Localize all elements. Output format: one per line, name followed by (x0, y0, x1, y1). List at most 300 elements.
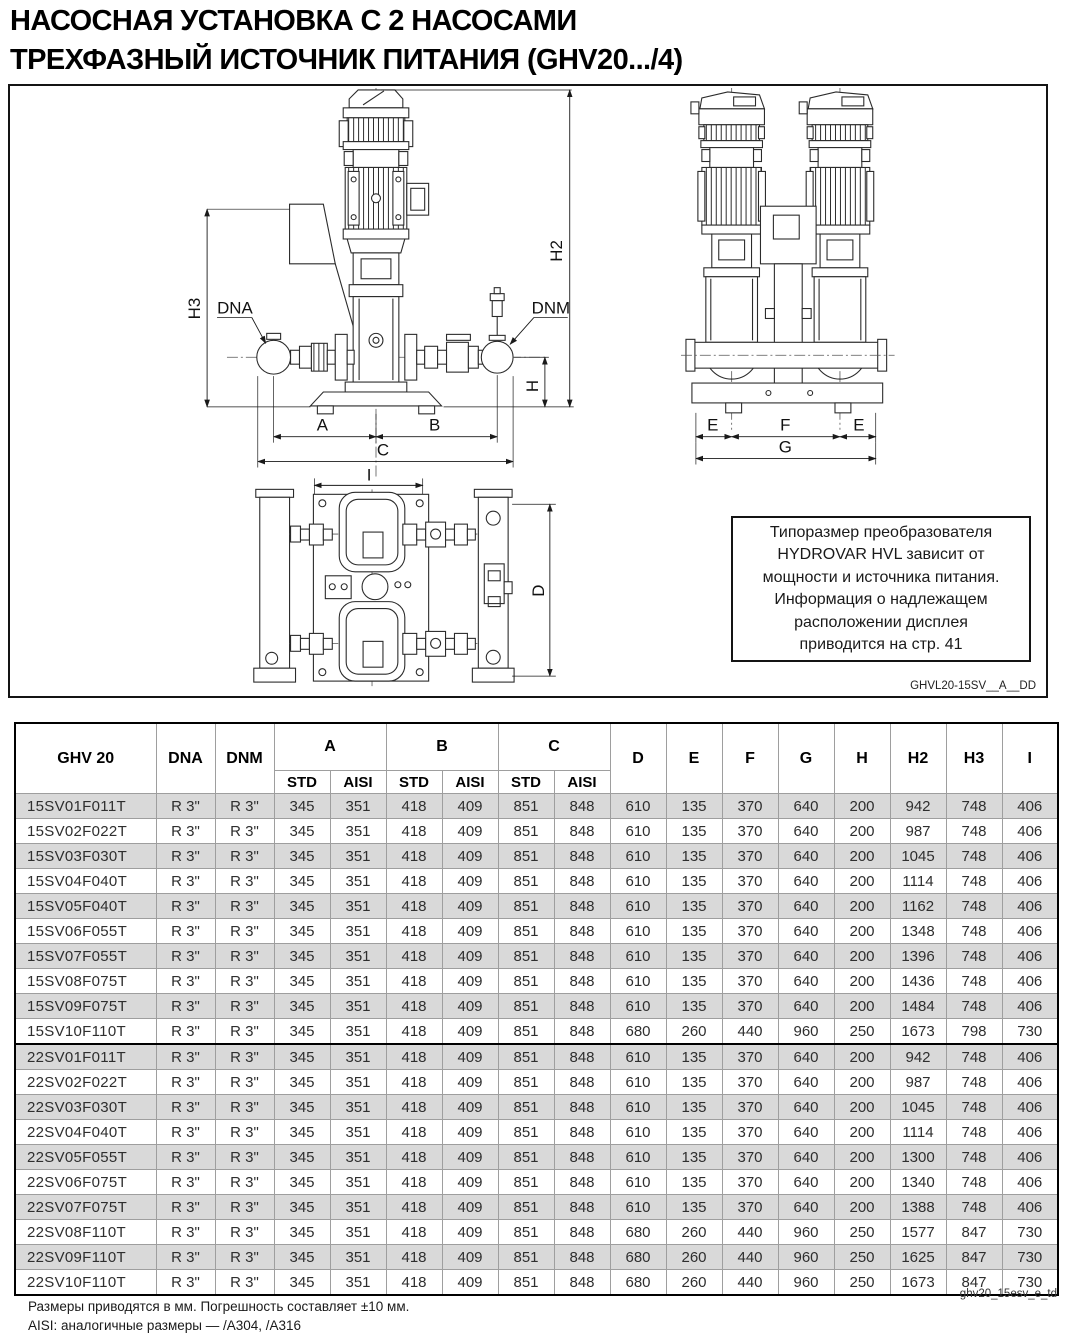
dim-label-g: G (778, 437, 792, 457)
dim-label-e-left: E (707, 415, 719, 435)
model-cell: 22SV03F030T (15, 1095, 156, 1120)
note-line: расположении дисплея (794, 613, 968, 631)
value-cell: 406 (1002, 919, 1058, 944)
value-cell: 200 (834, 844, 890, 869)
table-row (15, 1095, 1058, 1120)
value-cell: 610 (610, 1120, 666, 1145)
value-cell: 748 (946, 1044, 1002, 1070)
value-cell: 748 (946, 1120, 1002, 1145)
value-cell: 847 (946, 1220, 1002, 1245)
value-cell: 610 (610, 1195, 666, 1220)
value-cell: 370 (722, 1170, 778, 1195)
value-cell: 748 (946, 1095, 1002, 1120)
value-cell: 848 (554, 1120, 610, 1145)
value-cell: 610 (610, 1095, 666, 1120)
value-cell: 418 (386, 969, 442, 994)
value-cell: 409 (442, 1145, 498, 1170)
value-cell: 409 (442, 894, 498, 919)
value-cell: 851 (498, 1120, 554, 1145)
value-cell: 1396 (890, 944, 946, 969)
value-cell: 851 (498, 894, 554, 919)
value-cell: 370 (722, 1120, 778, 1145)
model-cell: 15SV01F011T (15, 794, 156, 819)
value-cell: 409 (442, 944, 498, 969)
value-cell: 135 (666, 1120, 722, 1145)
value-cell: 848 (554, 869, 610, 894)
value-cell: 748 (946, 969, 1002, 994)
table-row (15, 794, 1058, 819)
note-line: Информация о надлежащем (774, 591, 988, 608)
value-cell: 848 (554, 794, 610, 819)
value-cell: 409 (442, 844, 498, 869)
note-line: HYDROVAR HVL зависит от (777, 546, 985, 563)
value-cell: 610 (610, 844, 666, 869)
value-cell: 960 (778, 1270, 834, 1296)
value-cell: 748 (946, 869, 1002, 894)
value-cell: 640 (778, 1070, 834, 1095)
value-cell: 409 (442, 919, 498, 944)
model-cell: 15SV09F075T (15, 994, 156, 1019)
value-cell: 351 (330, 844, 386, 869)
value-cell: R 3" (156, 1245, 215, 1270)
model-cell: 22SV04F040T (15, 1120, 156, 1145)
table-row (15, 1145, 1058, 1170)
value-cell: 406 (1002, 794, 1058, 819)
footer-note-1: Размеры приводятся в мм. Погрешность составляет ±10 мм. (28, 1299, 410, 1314)
col-header-c: C (498, 723, 610, 771)
value-cell: 418 (386, 1095, 442, 1120)
value-cell: 200 (834, 1070, 890, 1095)
value-cell: 848 (554, 944, 610, 969)
table-row (15, 919, 1058, 944)
value-cell: 640 (778, 1145, 834, 1170)
value-cell: 748 (946, 1070, 1002, 1095)
value-cell: 418 (386, 894, 442, 919)
value-cell: 260 (666, 1220, 722, 1245)
value-cell: 851 (498, 969, 554, 994)
value-cell: 640 (778, 1120, 834, 1145)
footer-notes (28, 1297, 409, 1335)
table-row (15, 1044, 1058, 1070)
value-cell: 370 (722, 1070, 778, 1095)
value-cell: 351 (330, 1095, 386, 1120)
value-cell: 848 (554, 819, 610, 844)
value-cell: 1625 (890, 1245, 946, 1270)
value-cell: 351 (330, 1270, 386, 1296)
value-cell: 370 (722, 969, 778, 994)
value-cell: 345 (274, 944, 330, 969)
subheader-c-aisi: AISI (554, 771, 610, 794)
value-cell: 345 (274, 1095, 330, 1120)
value-cell: R 3" (215, 794, 274, 819)
col-header-e: E (666, 723, 722, 794)
value-cell: 200 (834, 1195, 890, 1220)
value-cell: 351 (330, 894, 386, 919)
value-cell: 351 (330, 1044, 386, 1070)
value-cell: R 3" (156, 1019, 215, 1045)
value-cell: R 3" (156, 819, 215, 844)
value-cell: 345 (274, 1195, 330, 1220)
value-cell: R 3" (156, 844, 215, 869)
value-cell: 135 (666, 969, 722, 994)
table-row (15, 994, 1058, 1019)
value-cell: 406 (1002, 1070, 1058, 1095)
value-cell: 409 (442, 1195, 498, 1220)
value-cell: 345 (274, 1120, 330, 1145)
table-row (15, 869, 1058, 894)
value-cell: 351 (330, 794, 386, 819)
value-cell: 418 (386, 1145, 442, 1170)
value-cell: 345 (274, 1270, 330, 1296)
value-cell: 406 (1002, 1195, 1058, 1220)
value-cell: 848 (554, 1195, 610, 1220)
col-header-b: B (386, 723, 498, 771)
value-cell: 345 (274, 1145, 330, 1170)
value-cell: R 3" (215, 1019, 274, 1045)
value-cell: 610 (610, 1044, 666, 1070)
value-cell: 640 (778, 819, 834, 844)
value-cell: 200 (834, 794, 890, 819)
value-cell: 848 (554, 1220, 610, 1245)
value-cell: 345 (274, 1220, 330, 1245)
value-cell: 851 (498, 1095, 554, 1120)
value-cell: 351 (330, 1245, 386, 1270)
value-cell: 960 (778, 1245, 834, 1270)
value-cell: 1045 (890, 1095, 946, 1120)
value-cell: 1045 (890, 844, 946, 869)
top-view (254, 465, 556, 686)
value-cell: 680 (610, 1245, 666, 1270)
side-view (681, 88, 895, 465)
table-row (15, 1120, 1058, 1145)
value-cell: R 3" (215, 994, 274, 1019)
subheader-c-std: STD (498, 771, 554, 794)
value-cell: R 3" (156, 794, 215, 819)
value-cell: 260 (666, 1270, 722, 1296)
value-cell: 200 (834, 1044, 890, 1070)
value-cell: 260 (666, 1019, 722, 1045)
value-cell: 440 (722, 1245, 778, 1270)
value-cell: 135 (666, 819, 722, 844)
value-cell: 370 (722, 794, 778, 819)
value-cell: 135 (666, 794, 722, 819)
note-line: мощности и источника питания. (762, 568, 1000, 586)
model-cell: 15SV04F040T (15, 869, 156, 894)
value-cell: 370 (722, 1044, 778, 1070)
value-cell: 409 (442, 869, 498, 894)
value-cell: 345 (274, 869, 330, 894)
value-cell: 409 (442, 1270, 498, 1296)
value-cell: 406 (1002, 844, 1058, 869)
value-cell: 851 (498, 844, 554, 869)
col-header-dnm: DNM (215, 723, 274, 794)
value-cell: 351 (330, 969, 386, 994)
value-cell: 1348 (890, 919, 946, 944)
value-cell: 1300 (890, 1145, 946, 1170)
subheader-a-std: STD (274, 771, 330, 794)
value-cell: 640 (778, 1044, 834, 1070)
value-cell: 200 (834, 1145, 890, 1170)
value-cell: 640 (778, 944, 834, 969)
value-cell: R 3" (156, 1070, 215, 1095)
value-cell: 851 (498, 1070, 554, 1095)
value-cell: 345 (274, 894, 330, 919)
value-cell: 418 (386, 944, 442, 969)
value-cell: 345 (274, 1170, 330, 1195)
model-cell: 15SV10F110T (15, 1019, 156, 1045)
value-cell: 748 (946, 944, 1002, 969)
value-cell: R 3" (215, 1195, 274, 1220)
technical-drawing (8, 84, 1048, 698)
value-cell: 848 (554, 844, 610, 869)
value-cell: 135 (666, 994, 722, 1019)
value-cell: 351 (330, 919, 386, 944)
value-cell: 848 (554, 919, 610, 944)
value-cell: 440 (722, 1019, 778, 1045)
model-cell: 22SV10F110T (15, 1270, 156, 1296)
value-cell: 406 (1002, 1170, 1058, 1195)
model-cell: 15SV05F040T (15, 894, 156, 919)
value-cell: R 3" (215, 919, 274, 944)
value-cell: 250 (834, 1245, 890, 1270)
value-cell: 351 (330, 1220, 386, 1245)
value-cell: 610 (610, 994, 666, 1019)
dimensions-table (14, 722, 1059, 1296)
value-cell: 848 (554, 1095, 610, 1120)
value-cell: 610 (610, 869, 666, 894)
dim-label-dna: DNA (217, 298, 253, 318)
value-cell: R 3" (156, 1044, 215, 1070)
value-cell: 409 (442, 1044, 498, 1070)
value-cell: R 3" (215, 819, 274, 844)
value-cell: 610 (610, 794, 666, 819)
value-cell: R 3" (156, 919, 215, 944)
footer-note-2: AISI: аналогичные размеры — /A304, /A316 (28, 1318, 302, 1333)
value-cell: 748 (946, 1170, 1002, 1195)
value-cell: 418 (386, 1044, 442, 1070)
front-view (185, 88, 574, 479)
value-cell: 250 (834, 1019, 890, 1045)
value-cell: 851 (498, 1044, 554, 1070)
value-cell: 418 (386, 1270, 442, 1296)
value-cell: 847 (946, 1270, 1002, 1296)
value-cell: 409 (442, 1019, 498, 1045)
value-cell: 406 (1002, 1095, 1058, 1120)
value-cell: 960 (778, 1220, 834, 1245)
value-cell: 1484 (890, 994, 946, 1019)
value-cell: R 3" (156, 1120, 215, 1145)
value-cell: 345 (274, 994, 330, 1019)
value-cell: 345 (274, 969, 330, 994)
note-line: приводится на стр. 41 (799, 636, 963, 653)
subheader-b-std: STD (386, 771, 442, 794)
col-header-i: I (1002, 723, 1058, 794)
model-cell: 15SV02F022T (15, 819, 156, 844)
value-cell: 135 (666, 894, 722, 919)
model-cell: 15SV06F055T (15, 919, 156, 944)
value-cell: 851 (498, 1019, 554, 1045)
value-cell: 798 (946, 1019, 1002, 1045)
value-cell: R 3" (215, 1095, 274, 1120)
value-cell: 409 (442, 819, 498, 844)
value-cell: 748 (946, 894, 1002, 919)
value-cell: 942 (890, 1044, 946, 1070)
value-cell: 610 (610, 1070, 666, 1095)
dim-label-a: A (316, 415, 328, 435)
value-cell: 851 (498, 794, 554, 819)
value-cell: 851 (498, 994, 554, 1019)
value-cell: 610 (610, 819, 666, 844)
value-cell: 848 (554, 1044, 610, 1070)
value-cell: 370 (722, 1145, 778, 1170)
value-cell: 1673 (890, 1270, 946, 1296)
hydrovar-note-box (731, 516, 1031, 662)
value-cell: 418 (386, 994, 442, 1019)
value-cell: 610 (610, 944, 666, 969)
value-cell: R 3" (215, 894, 274, 919)
value-cell: 748 (946, 1195, 1002, 1220)
value-cell: 640 (778, 1095, 834, 1120)
value-cell: 409 (442, 1095, 498, 1120)
value-cell: R 3" (215, 1070, 274, 1095)
value-cell: 640 (778, 1195, 834, 1220)
col-header-model: GHV 20 (15, 723, 156, 794)
value-cell: 200 (834, 1095, 890, 1120)
table-row (15, 844, 1058, 869)
value-cell: 640 (778, 994, 834, 1019)
value-cell: 848 (554, 1170, 610, 1195)
dim-label-h2: H2 (546, 240, 566, 262)
value-cell: 680 (610, 1270, 666, 1296)
dim-label-dnm: DNM (531, 298, 571, 318)
model-cell: 15SV03F030T (15, 844, 156, 869)
model-cell: 22SV07F075T (15, 1195, 156, 1220)
value-cell: 406 (1002, 1120, 1058, 1145)
value-cell: R 3" (215, 1270, 274, 1296)
value-cell: R 3" (215, 869, 274, 894)
value-cell: 200 (834, 1170, 890, 1195)
table-row (15, 819, 1058, 844)
value-cell: 409 (442, 794, 498, 819)
value-cell: R 3" (215, 944, 274, 969)
table-row (15, 969, 1058, 994)
model-cell: 22SV01F011T (15, 1044, 156, 1070)
value-cell: 406 (1002, 1145, 1058, 1170)
value-cell: 640 (778, 869, 834, 894)
table-row (15, 1195, 1058, 1220)
dim-label-e-right: E (853, 415, 865, 435)
value-cell: 730 (1002, 1245, 1058, 1270)
value-cell: R 3" (156, 1270, 215, 1296)
value-cell: 418 (386, 1120, 442, 1145)
value-cell: 851 (498, 1245, 554, 1270)
value-cell: 135 (666, 1070, 722, 1095)
subheader-b-aisi: AISI (442, 771, 498, 794)
value-cell: 440 (722, 1270, 778, 1296)
value-cell: 418 (386, 919, 442, 944)
table-row (15, 1270, 1058, 1296)
value-cell: 987 (890, 819, 946, 844)
value-cell: 200 (834, 994, 890, 1019)
dim-label-f: F (780, 415, 791, 435)
value-cell: 610 (610, 894, 666, 919)
value-cell: 748 (946, 919, 1002, 944)
value-cell: 851 (498, 919, 554, 944)
value-cell: 851 (498, 819, 554, 844)
value-cell: 942 (890, 794, 946, 819)
value-cell: 418 (386, 1170, 442, 1195)
value-cell: 848 (554, 1019, 610, 1045)
value-cell: R 3" (215, 844, 274, 869)
model-cell: 15SV07F055T (15, 944, 156, 969)
value-cell: 1673 (890, 1019, 946, 1045)
value-cell: 640 (778, 1170, 834, 1195)
col-header-d: D (610, 723, 666, 794)
value-cell: 748 (946, 994, 1002, 1019)
value-cell: 640 (778, 894, 834, 919)
dim-label-c: C (376, 440, 390, 460)
value-cell: 200 (834, 894, 890, 919)
value-cell: 406 (1002, 969, 1058, 994)
value-cell: 409 (442, 994, 498, 1019)
drawing-caption: GHVL20-15SV__A__DD (910, 680, 1036, 692)
value-cell: 370 (722, 844, 778, 869)
table-row (15, 1220, 1058, 1245)
value-cell: 135 (666, 944, 722, 969)
value-cell: 135 (666, 919, 722, 944)
value-cell: 345 (274, 794, 330, 819)
value-cell: 200 (834, 919, 890, 944)
value-cell: 748 (946, 819, 1002, 844)
value-cell: 848 (554, 1270, 610, 1296)
value-cell: 200 (834, 1120, 890, 1145)
page-title-line2: ТРЕХФАЗНЫЙ ИСТОЧНИК ПИТАНИЯ (GHV20.../4) (10, 44, 683, 76)
col-header-dna: DNA (156, 723, 215, 794)
page-title-line1: НАСОСНАЯ УСТАНОВКА С 2 НАСОСАМИ (10, 5, 577, 37)
value-cell: 418 (386, 1245, 442, 1270)
value-cell: 351 (330, 1019, 386, 1045)
value-cell: 610 (610, 919, 666, 944)
value-cell: 1340 (890, 1170, 946, 1195)
value-cell: 370 (722, 944, 778, 969)
value-cell: 135 (666, 1170, 722, 1195)
value-cell: 848 (554, 1070, 610, 1095)
value-cell: R 3" (156, 1220, 215, 1245)
value-cell: 848 (554, 994, 610, 1019)
value-cell: 200 (834, 969, 890, 994)
value-cell: 370 (722, 1195, 778, 1220)
dim-label-i: I (366, 465, 372, 485)
value-cell: 680 (610, 1220, 666, 1245)
col-header-f: F (722, 723, 778, 794)
value-cell: 351 (330, 1195, 386, 1220)
value-cell: 250 (834, 1220, 890, 1245)
value-cell: 640 (778, 919, 834, 944)
value-cell: 351 (330, 869, 386, 894)
subheader-a-aisi: AISI (330, 771, 386, 794)
value-cell: 418 (386, 1019, 442, 1045)
value-cell: 748 (946, 1145, 1002, 1170)
model-cell: 22SV08F110T (15, 1220, 156, 1245)
table-row (15, 1019, 1058, 1045)
value-cell: R 3" (156, 869, 215, 894)
value-cell: 200 (834, 944, 890, 969)
table-row (15, 1070, 1058, 1095)
page-title (10, 2, 683, 80)
value-cell: 610 (610, 969, 666, 994)
value-cell: 418 (386, 819, 442, 844)
value-cell: 409 (442, 1220, 498, 1245)
